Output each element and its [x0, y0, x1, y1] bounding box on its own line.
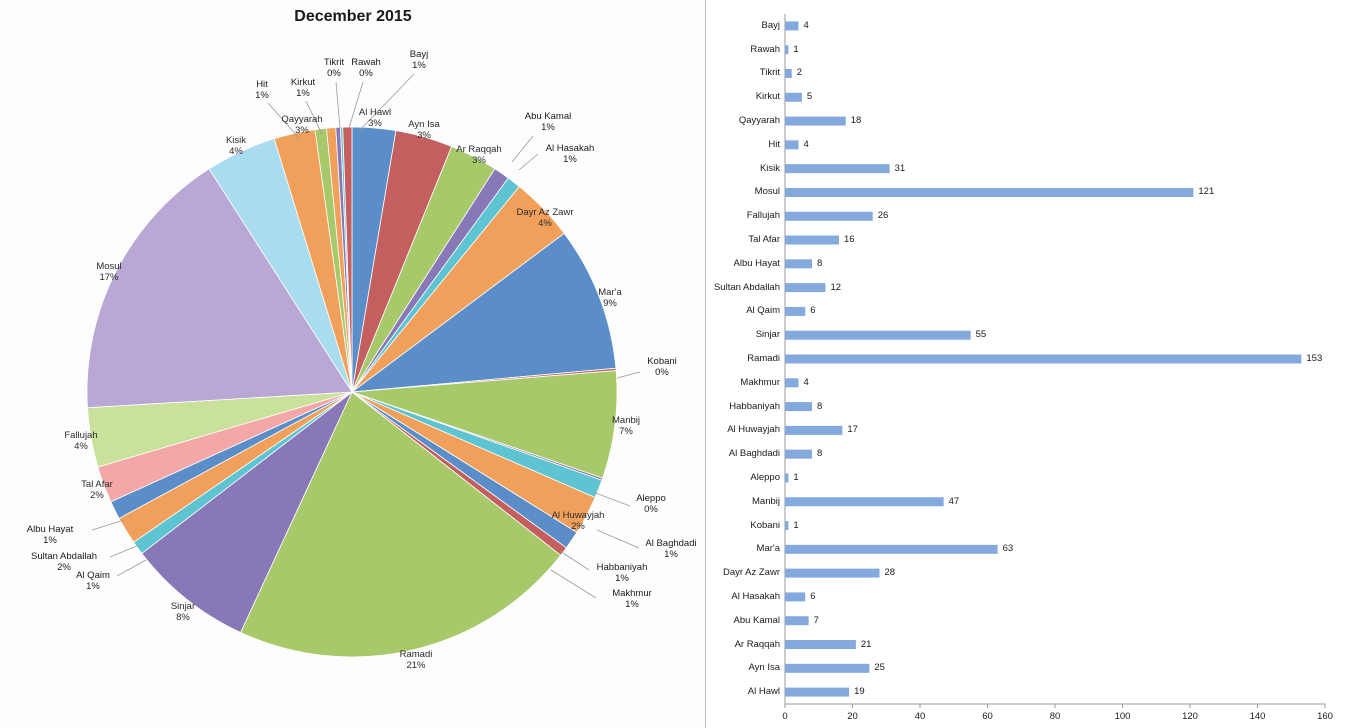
bar-category-label: Ramadi — [747, 353, 780, 364]
bar-category-label: Mosul — [754, 186, 780, 198]
pie-label-leader-line — [306, 101, 322, 134]
bar-rect[interactable] — [785, 473, 788, 482]
x-axis-tick-label: 140 — [1249, 711, 1266, 722]
bar-value-label: 4 — [803, 138, 809, 150]
pie-slice-label-name: Qayyarah — [281, 114, 323, 125]
bar-value-label: 26 — [877, 210, 889, 222]
bar-category-label: Kirkut — [755, 91, 780, 103]
pie-slice-label-percent: 7% — [619, 426, 633, 437]
pie-slice-label-percent: 2% — [90, 490, 104, 501]
pie-label-leader-line — [268, 103, 300, 139]
bar-value-label: 8 — [817, 448, 823, 460]
bar-category-label: Aleppo — [750, 471, 780, 483]
pie-slice-label-percent: 1% — [412, 60, 426, 71]
pie-slice-label-name: Abu Kamal — [524, 111, 572, 122]
pie-slice-label-name: Tikrit — [323, 57, 345, 68]
bar-category-label: Kisik — [759, 162, 780, 174]
pie-slice-label-percent: 4% — [229, 146, 243, 157]
bar-rect[interactable] — [785, 283, 826, 292]
bar-value-label: 16 — [844, 234, 855, 246]
pie-label-leader-line — [92, 520, 124, 530]
bar-rect[interactable] — [785, 616, 809, 625]
bar-rect[interactable] — [785, 355, 1301, 364]
bar-value-label: 12 — [830, 281, 842, 293]
bar-value-label: 1 — [793, 519, 799, 531]
bar-category-label: Tikrit — [759, 67, 780, 79]
bar-category-label: Ayn Isa — [748, 662, 780, 674]
bar-value-label: 1 — [793, 43, 799, 55]
pie-slice-label-name: Al Hawl — [358, 107, 392, 118]
pie-slice-label-name: Dayr Az Zawr — [516, 207, 574, 218]
pie-slice-label-percent: 3% — [472, 155, 486, 166]
pie-slice-label-percent: 3% — [368, 118, 382, 129]
bar-category-label: Kobani — [750, 519, 780, 531]
pie-label-leader-line — [519, 154, 538, 170]
pie-slice-label-name: Fallujah — [64, 430, 98, 441]
pie-slice-label-name: Ayn Isa — [408, 119, 440, 130]
pie-slice-label-name: Kisik — [225, 135, 247, 146]
pie-slice-label-name: Sinjar — [170, 601, 196, 612]
bar-value-label: 25 — [874, 662, 885, 674]
pie-slice-label-name: Kirkut — [290, 77, 316, 88]
pie-slice-label-name: Al Qaim — [76, 570, 110, 581]
pie-slice-label-percent: 1% — [255, 90, 269, 101]
pie-slice-label-percent: 0% — [327, 68, 341, 79]
bar-value-label: 18 — [850, 115, 862, 127]
pie-slice-label-percent: 1% — [296, 88, 310, 99]
bar-category-label: Dayr Az Zawr — [722, 567, 780, 579]
bar-rect[interactable] — [785, 21, 799, 30]
bar-rect[interactable] — [785, 259, 812, 268]
bar-rect[interactable] — [785, 117, 846, 126]
bar-value-label: 8 — [817, 400, 823, 412]
bar-category-label: Mar'a — [756, 543, 780, 555]
bar-rect[interactable] — [785, 164, 890, 173]
bar-rect[interactable] — [785, 640, 856, 649]
bar-category-label: Al Hasakah — [731, 590, 780, 602]
pie-slice-label-name: Al Huwayjah — [551, 510, 605, 521]
pie-slice-label-percent: 1% — [664, 549, 678, 560]
x-axis-tick-label: 0 — [782, 711, 788, 722]
pie-slice-label-percent: 1% — [43, 535, 57, 546]
bar-value-label: 8 — [817, 257, 823, 269]
pie-slice-label-percent: 0% — [359, 68, 373, 79]
pie-slice-label-percent: 2% — [571, 521, 585, 532]
pie-slice-label-percent: 3% — [417, 130, 431, 141]
bar-rect[interactable] — [785, 545, 998, 554]
bar-category-label: Sinjar — [755, 329, 780, 341]
bar-category-label: Al Huwayjah — [727, 424, 780, 436]
pie-slice-label-percent: 8% — [176, 612, 190, 623]
bar-rect[interactable] — [785, 140, 799, 149]
pie-slice-label-name: Makhmur — [612, 588, 652, 599]
x-axis-tick-label: 100 — [1114, 711, 1131, 722]
bar-category-label: Al Qaim — [746, 305, 780, 317]
pie-slice-label-name: Aleppo — [636, 493, 666, 504]
bar-category-label: Albu Hayat — [733, 257, 780, 269]
x-axis-tick-label: 40 — [914, 711, 926, 722]
pie-slice-label-percent: 1% — [625, 599, 639, 610]
bar-category-label: Abu Kamal — [733, 614, 780, 626]
pie-slice-label-percent: 0% — [644, 504, 658, 515]
bar-rect[interactable] — [785, 236, 839, 245]
bar-category-label: Rawah — [750, 43, 780, 55]
pie-slice-label-name: Mar'a — [598, 287, 622, 298]
bar-rect[interactable] — [785, 450, 812, 459]
pie-label-leader-line — [512, 136, 533, 162]
x-axis-tick-label: 80 — [1049, 711, 1061, 722]
pie-slice-label-percent: 1% — [563, 154, 577, 165]
bar-rect[interactable] — [785, 426, 842, 435]
pie-slice-label-name: Rawah — [351, 57, 381, 68]
bar-value-label: 5 — [806, 91, 813, 103]
pie-slice-label-name: Al Baghdadi — [645, 538, 697, 549]
bar-rect[interactable] — [785, 307, 805, 316]
bar-rect[interactable] — [785, 497, 944, 506]
bar-chart-panel — [707, 0, 1346, 728]
bar-category-label: Makhmur — [740, 376, 780, 388]
bar-category-label: Tal Afar — [748, 234, 780, 246]
pie-label-leader-line — [551, 570, 596, 598]
bar-value-label: 17 — [847, 424, 858, 436]
bar-category-label: Al Baghdadi — [728, 448, 780, 460]
pie-slice-label-name: Al Hasakah — [545, 143, 595, 154]
bar-value-label: 153 — [1306, 353, 1323, 364]
pie-slice-label-percent: 0% — [655, 367, 669, 378]
pie-label-leader-line — [110, 545, 139, 557]
bar-category-label: Fallujah — [746, 210, 780, 222]
bar-value-label: 55 — [975, 329, 987, 341]
pie-slice-label-percent: 1% — [615, 573, 629, 584]
bar-category-label: Manbij — [752, 495, 780, 507]
bar-rect[interactable] — [785, 45, 788, 54]
pie-slice-label-name: Ramadi — [399, 649, 433, 660]
pie-slice-label-percent: 3% — [295, 125, 309, 136]
pie-slice-label-percent: 21% — [406, 660, 426, 671]
pie-label-leader-line — [360, 74, 414, 130]
pie-label-leader-line — [336, 82, 340, 128]
bar-rect[interactable] — [785, 664, 869, 673]
pie-chart-title: December 2015 — [294, 8, 412, 25]
bar-value-label: 63 — [1002, 543, 1014, 555]
bar-value-label: 4 — [803, 376, 809, 388]
bar-rect[interactable] — [785, 569, 880, 578]
x-axis-tick-label: 60 — [982, 711, 993, 722]
bar-value-label: 47 — [948, 495, 960, 507]
bar-value-label: 6 — [810, 305, 816, 317]
pie-slice-label-name: Kobani — [647, 356, 677, 367]
pie-label-leader-line — [349, 82, 363, 128]
bar-rect[interactable] — [785, 212, 873, 221]
pie-slice-label-percent: 1% — [86, 581, 100, 592]
pie-slice-label-name: Bayj — [409, 49, 429, 60]
bar-value-label: 1 — [793, 471, 799, 483]
bar-value-label: 6 — [810, 590, 816, 602]
bar-category-label: Bayj — [761, 19, 780, 31]
x-axis-tick-label: 160 — [1317, 711, 1333, 722]
pie-slice-label-name: Mosul — [96, 261, 122, 272]
pie-slice-label-percent: 17% — [99, 272, 119, 283]
pie-slice-label-name: Sultan Abdallah — [30, 551, 98, 562]
x-axis-tick-label: 120 — [1182, 711, 1198, 722]
bar-rect[interactable] — [785, 592, 805, 601]
bar-value-label: 121 — [1198, 186, 1215, 198]
pie-label-leader-line — [117, 560, 146, 576]
bar-rect[interactable] — [785, 402, 812, 411]
bar-value-label: 21 — [860, 638, 872, 650]
bar-rect[interactable] — [785, 331, 971, 340]
x-axis-tick-label: 20 — [847, 711, 858, 722]
bar-chart-svg — [707, 0, 1346, 728]
pie-slice-label-name: Hit — [256, 79, 268, 90]
pie-label-leader-line — [597, 530, 639, 548]
bar-value-label: 28 — [884, 567, 896, 579]
bar-category-label: Ar Raqqah — [734, 638, 780, 650]
pie-slice-label-name: Albu Hayat — [26, 524, 74, 535]
bar-value-label: 31 — [894, 162, 906, 174]
pie-label-leader-line — [560, 551, 589, 570]
pie-slice-label-name: Tal Afar — [81, 479, 113, 490]
pie-slice-label-name: Manbij — [612, 415, 640, 426]
bar-value-label: 2 — [796, 67, 803, 79]
bar-category-label: Al Hawl — [747, 686, 780, 698]
bar-category-label: Hit — [768, 138, 780, 150]
bar-category-label: Habbaniyah — [729, 400, 780, 412]
bar-rect[interactable] — [785, 521, 788, 530]
bar-rect[interactable] — [785, 188, 1193, 197]
bar-category-label: Sultan Abdallah — [713, 281, 780, 293]
bar-rect[interactable] — [785, 69, 792, 78]
bar-value-label: 4 — [803, 19, 809, 31]
bar-rect[interactable] — [785, 93, 802, 102]
pie-slice-label-name: Habbaniyah — [596, 562, 648, 573]
pie-label-leader-line — [593, 492, 630, 506]
pie-slice-label-name: Ar Raqqah — [456, 144, 502, 155]
pie-slice-label-percent: 4% — [74, 441, 88, 452]
pie-label-leader-line — [617, 372, 640, 378]
pie-slice-label-percent: 4% — [538, 218, 552, 229]
bar-rect[interactable] — [785, 378, 799, 387]
pie-slice-label-percent: 1% — [541, 122, 555, 133]
bar-category-label: Qayyarah — [738, 115, 780, 127]
bar-value-label: 19 — [854, 686, 865, 698]
bar-rect[interactable] — [785, 688, 849, 697]
bar-value-label: 7 — [813, 614, 819, 626]
pie-slice-label-percent: 2% — [57, 562, 71, 573]
pie-slice-label-percent: 9% — [603, 298, 617, 309]
